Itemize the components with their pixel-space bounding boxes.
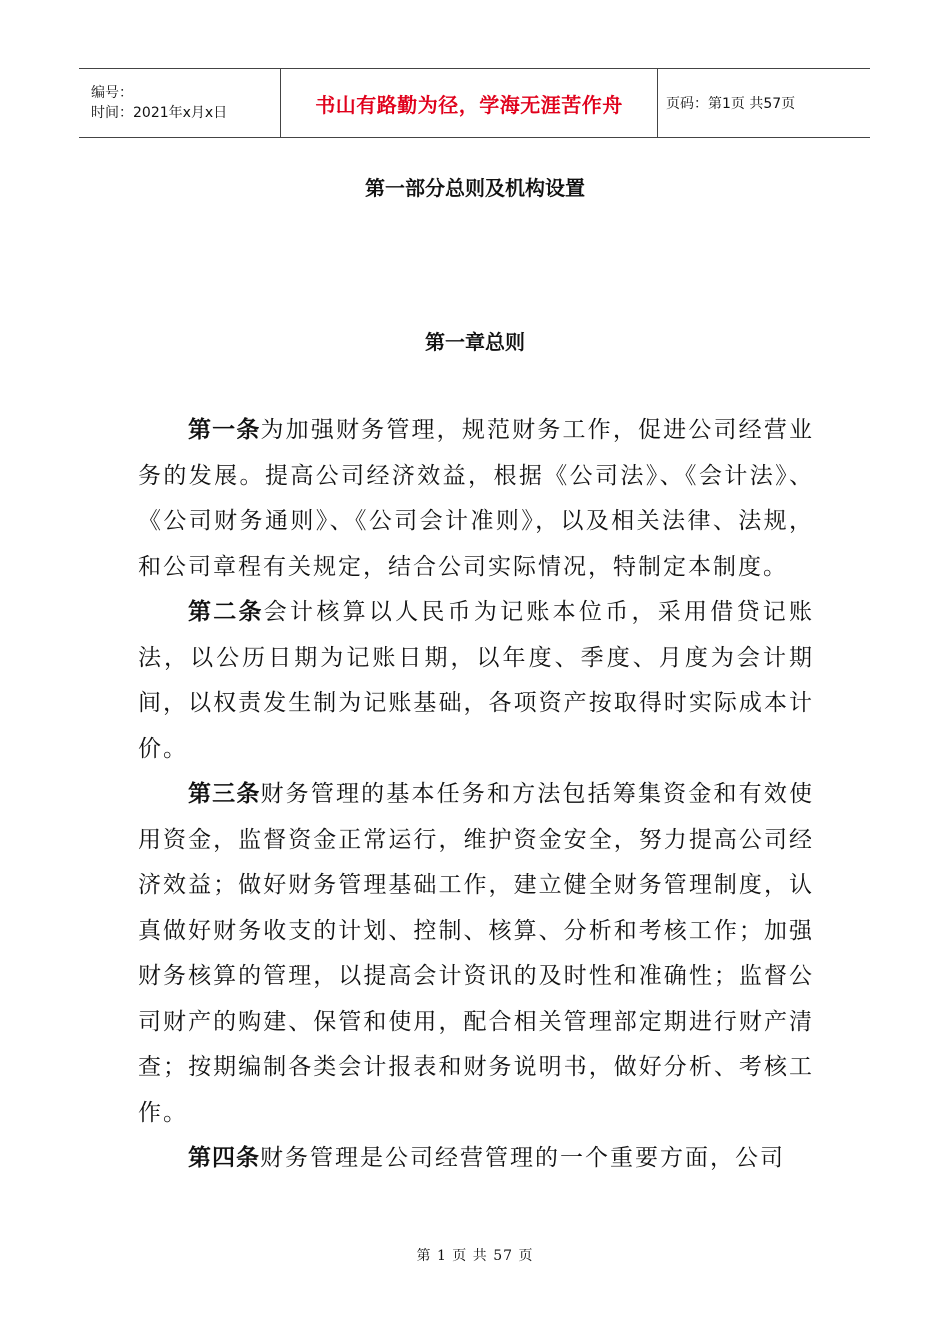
- document-date-label: 时间：2021年x月x日: [91, 105, 228, 121]
- part-title: 第一部分总则及机构设置: [365, 176, 585, 200]
- page-footer: 第 1 页 共 57 页: [416, 1248, 534, 1264]
- document-number-label: 编号：: [91, 85, 133, 101]
- article-text: 财务管理是公司经营管理的一个重要方面，公司: [260, 1145, 785, 1171]
- header-motto: 书山有路勤为径，学海无涯苦作舟: [315, 92, 623, 117]
- document-body: [138, 408, 814, 1182]
- article-label: 第四条: [188, 1145, 260, 1171]
- chapter-title: 第一章总则: [425, 330, 525, 354]
- article-paragraph: [138, 408, 814, 590]
- article-label: 第二条: [188, 599, 264, 625]
- article-paragraph: [138, 772, 814, 1136]
- header-motto-cell: [280, 69, 658, 137]
- article-label: 第三条: [188, 781, 261, 807]
- article-text: 财务管理的基本任务和方法包括筹集资金和有效使用资金，监督资金正常运行，维护资金安全，努力提高公司经济效益；做好财务管理基础工作，建立健全财务管理制度，认真做好财务收支的计划、控制、核算、分析和考核工作；加强财务核算的管理，以提高会计资讯的及时性和准确性；监督公司财产的购建、保管和使用，配合相关管理部定期进行财产清查；按期编制各类会计报表和财务说明书，做好分析、考核工作。: [138, 781, 814, 1126]
- article-paragraph: [138, 1136, 814, 1182]
- article-paragraph: [138, 590, 814, 772]
- document-header: [79, 68, 870, 138]
- header-meta: [79, 69, 280, 137]
- article-text: 为加强财务管理，规范财务工作，促进公司经营业务的发展。提高公司经济效益，根据《公司法》、《会计法》、《公司财务通则》、《公司会计准则》，以及相关法律、法规，和公司章程有关规定，结合公司实际情况，特制定本制度。: [138, 417, 814, 580]
- header-page-label: 页码：第1页 共57页: [666, 96, 796, 112]
- article-text: 会计核算以人民币为记账本位币，采用借贷记账法，以公历日期为记账日期，以年度、季度、月度为会计期间，以权责发生制为记账基础，各项资产按取得时实际成本计价。: [138, 599, 815, 762]
- header-page-cell: [658, 69, 870, 137]
- article-label: 第一条: [188, 417, 261, 443]
